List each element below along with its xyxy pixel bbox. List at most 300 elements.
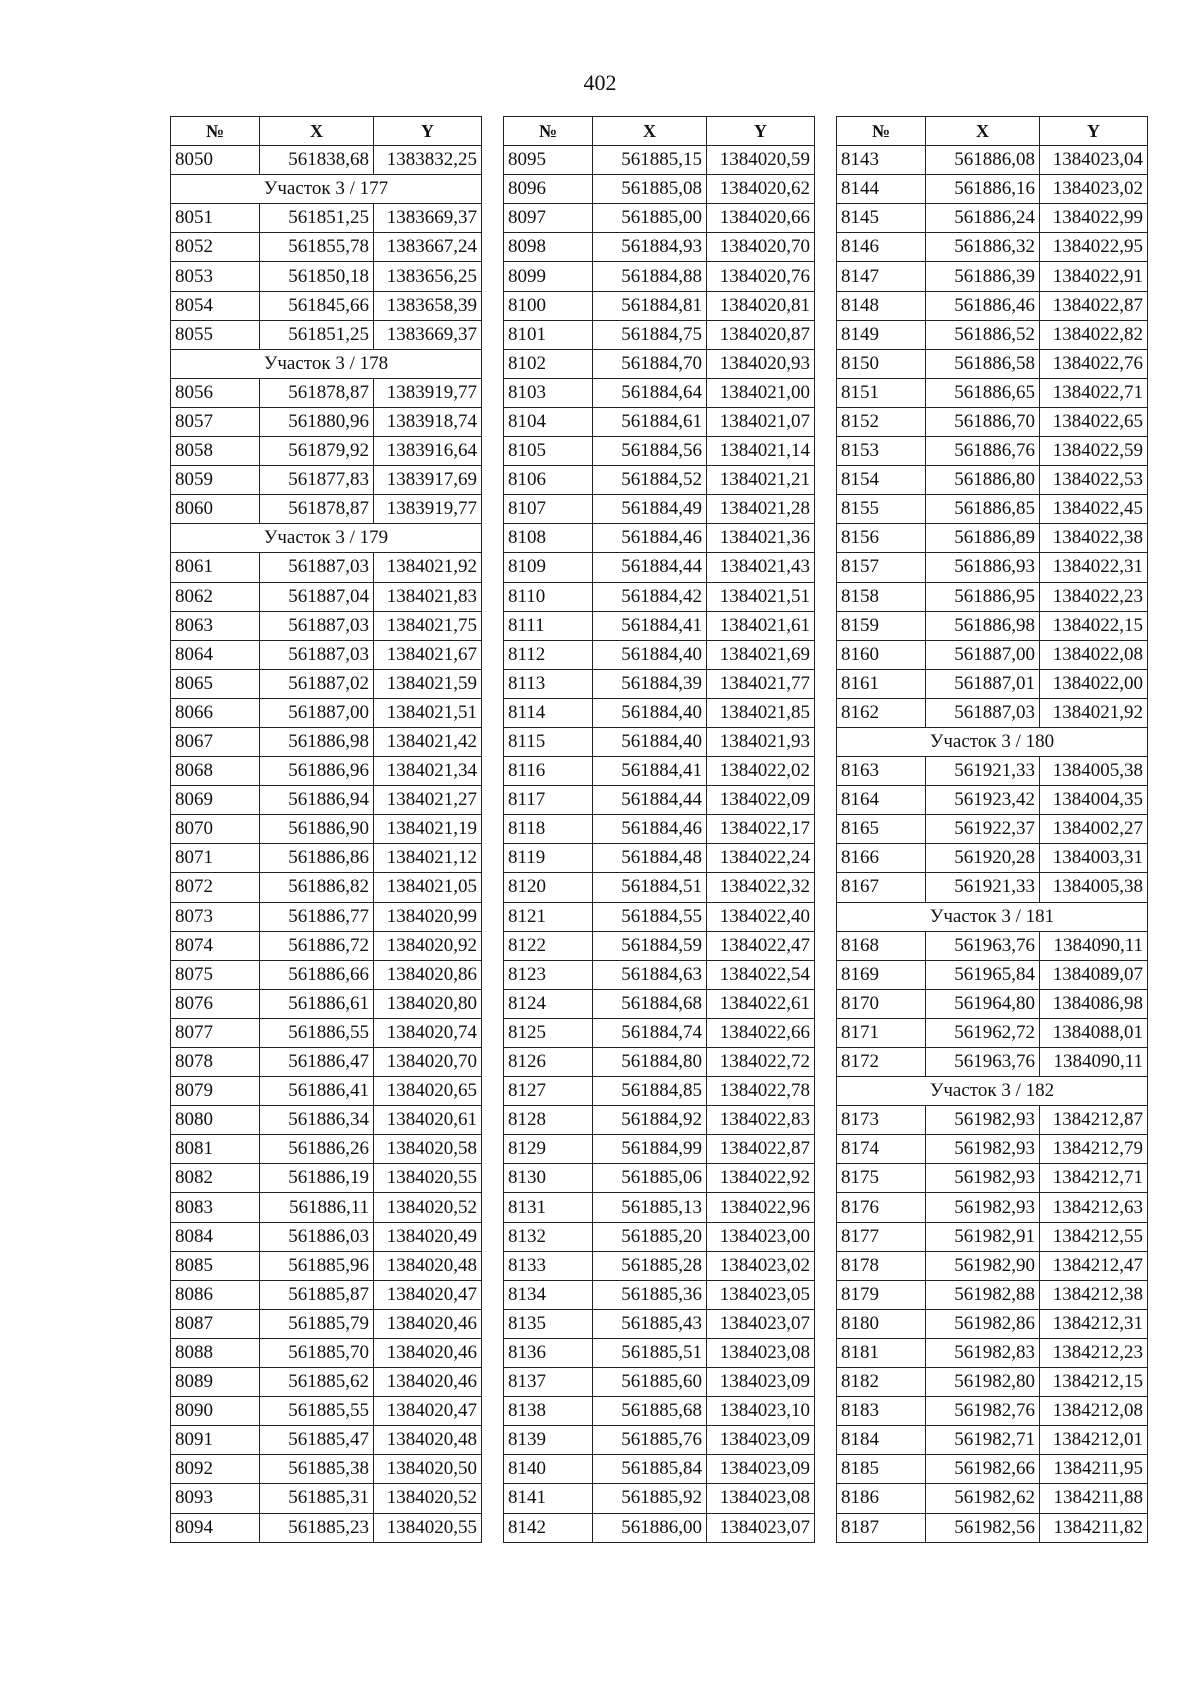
y-coordinate-cell: 1384212,47 [1040,1251,1148,1280]
x-coordinate-cell: 561885,84 [593,1455,707,1484]
table-row [171,1106,482,1135]
x-coordinate-cell: 561886,16 [926,175,1040,204]
table-row [171,640,482,669]
point-number-cell: 8120 [504,873,593,902]
y-coordinate-cell: 1383658,39 [374,291,482,320]
table-row [837,262,1148,291]
point-number-cell: 8066 [171,698,260,727]
y-coordinate-cell: 1384023,02 [707,1251,815,1280]
x-coordinate-cell: 561885,79 [260,1309,374,1338]
x-coordinate-cell: 561885,76 [593,1426,707,1455]
y-coordinate-cell: 1384022,96 [707,1193,815,1222]
section-row [171,349,482,378]
point-number-cell: 8126 [504,1048,593,1077]
point-number-cell: 8129 [504,1135,593,1164]
table-row [504,611,815,640]
y-coordinate-cell: 1384021,51 [707,582,815,611]
y-coordinate-cell: 1384020,93 [707,349,815,378]
x-coordinate-cell: 561887,03 [260,611,374,640]
x-coordinate-cell: 561884,75 [593,320,707,349]
table-row [837,1018,1148,1047]
y-coordinate-cell: 1384212,63 [1040,1193,1148,1222]
y-coordinate-cell: 1384212,38 [1040,1280,1148,1309]
table-row [504,1484,815,1513]
point-number-cell: 8116 [504,757,593,786]
y-coordinate-cell: 1384022,15 [1040,611,1148,640]
table-row [504,378,815,407]
point-number-cell: 8086 [171,1280,260,1309]
y-coordinate-cell: 1384022,45 [1040,495,1148,524]
y-coordinate-cell: 1384004,35 [1040,786,1148,815]
x-coordinate-cell: 561885,13 [593,1193,707,1222]
table-row [837,378,1148,407]
table-row [504,1309,815,1338]
table-row [171,873,482,902]
x-coordinate-cell: 561886,19 [260,1164,374,1193]
x-coordinate-cell: 561885,06 [593,1164,707,1193]
table-row [504,437,815,466]
x-coordinate-cell: 561884,40 [593,640,707,669]
point-number-cell: 8176 [837,1193,926,1222]
point-number-cell: 8155 [837,495,926,524]
x-coordinate-cell: 561884,55 [593,902,707,931]
point-number-cell: 8170 [837,989,926,1018]
point-number-cell: 8078 [171,1048,260,1077]
x-coordinate-cell: 561886,96 [260,757,374,786]
y-coordinate-cell: 1384020,59 [707,146,815,175]
x-coordinate-cell: 561886,00 [593,1513,707,1542]
table-row [171,204,482,233]
y-coordinate-cell: 1384022,71 [1040,378,1148,407]
table-row [504,640,815,669]
y-coordinate-cell: 1384212,71 [1040,1164,1148,1193]
table-row [171,1309,482,1338]
x-coordinate-cell: 561884,41 [593,611,707,640]
x-coordinate-cell: 561886,82 [260,873,374,902]
table-row [504,669,815,698]
y-coordinate-cell: 1384022,00 [1040,669,1148,698]
y-coordinate-cell: 1384022,47 [707,931,815,960]
table-row [837,698,1148,727]
y-coordinate-cell: 1384020,65 [374,1077,482,1106]
y-coordinate-cell: 1383669,37 [374,204,482,233]
y-coordinate-cell: 1384022,87 [1040,291,1148,320]
x-coordinate-cell: 561884,80 [593,1048,707,1077]
table-row [837,1368,1148,1397]
table-row [171,1048,482,1077]
x-coordinate-cell: 561982,56 [926,1513,1040,1542]
table-row [504,291,815,320]
point-number-cell: 8093 [171,1484,260,1513]
table-row [171,407,482,436]
table-row [171,1280,482,1309]
table-row [171,1222,482,1251]
point-number-cell: 8163 [837,757,926,786]
table-row [837,1164,1148,1193]
point-number-cell: 8172 [837,1048,926,1077]
y-coordinate-cell: 1384020,81 [707,291,815,320]
point-number-cell: 8102 [504,349,593,378]
y-coordinate-cell: 1384021,05 [374,873,482,902]
point-number-cell: 8118 [504,815,593,844]
x-coordinate-cell: 561884,68 [593,989,707,1018]
x-coordinate-cell: 561886,72 [260,931,374,960]
page-number: 402 [583,70,617,95]
x-coordinate-cell: 561887,01 [926,669,1040,698]
table-header-row [837,117,1148,146]
point-number-cell: 8098 [504,233,593,262]
header-num: № [171,117,260,146]
y-coordinate-cell: 1384021,51 [374,698,482,727]
point-number-cell: 8180 [837,1309,926,1338]
x-coordinate-cell: 561886,26 [260,1135,374,1164]
point-number-cell: 8162 [837,698,926,727]
y-coordinate-cell: 1384022,31 [1040,553,1148,582]
point-number-cell: 8184 [837,1426,926,1455]
x-coordinate-cell: 561982,88 [926,1280,1040,1309]
y-coordinate-cell: 1384022,72 [707,1048,815,1077]
x-coordinate-cell: 561884,46 [593,524,707,553]
y-coordinate-cell: 1384020,55 [374,1513,482,1542]
x-coordinate-cell: 561885,55 [260,1397,374,1426]
table-row [171,611,482,640]
table-row [171,902,482,931]
y-coordinate-cell: 1383918,74 [374,407,482,436]
coordinates-table-1 [170,116,482,1543]
point-number-cell: 8185 [837,1455,926,1484]
table-row [171,1077,482,1106]
point-number-cell: 8153 [837,437,926,466]
x-coordinate-cell: 561884,48 [593,844,707,873]
table-row [837,669,1148,698]
table-row [837,582,1148,611]
table-row [504,698,815,727]
table-row [504,1455,815,1484]
table-row [171,291,482,320]
y-coordinate-cell: 1384021,34 [374,757,482,786]
x-coordinate-cell: 561886,55 [260,1018,374,1047]
point-number-cell: 8150 [837,349,926,378]
table-row [837,204,1148,233]
y-coordinate-cell: 1384211,95 [1040,1455,1148,1484]
x-coordinate-cell: 561884,41 [593,757,707,786]
y-coordinate-cell: 1384021,92 [1040,698,1148,727]
x-coordinate-cell: 561884,51 [593,873,707,902]
y-coordinate-cell: 1384023,08 [707,1338,815,1367]
x-coordinate-cell: 561886,89 [926,524,1040,553]
x-coordinate-cell: 561982,83 [926,1338,1040,1367]
table-row [171,437,482,466]
y-coordinate-cell: 1384020,62 [707,175,815,204]
header-x: X [926,117,1040,146]
point-number-cell: 8096 [504,175,593,204]
table-row [171,262,482,291]
point-number-cell: 8051 [171,204,260,233]
y-coordinate-cell: 1384020,61 [374,1106,482,1135]
x-coordinate-cell: 561885,00 [593,204,707,233]
point-number-cell: 8168 [837,931,926,960]
table-row [171,844,482,873]
y-coordinate-cell: 1384020,86 [374,960,482,989]
y-coordinate-cell: 1384020,87 [707,320,815,349]
point-number-cell: 8077 [171,1018,260,1047]
point-number-cell: 8106 [504,466,593,495]
point-number-cell: 8073 [171,902,260,931]
point-number-cell: 8183 [837,1397,926,1426]
y-coordinate-cell: 1384212,08 [1040,1397,1148,1426]
table-row [837,1048,1148,1077]
table-row [504,1193,815,1222]
table-row [837,233,1148,262]
y-coordinate-cell: 1384020,74 [374,1018,482,1047]
x-coordinate-cell: 561884,70 [593,349,707,378]
point-number-cell: 8158 [837,582,926,611]
x-coordinate-cell: 561885,96 [260,1251,374,1280]
table-row [504,786,815,815]
table-row [504,495,815,524]
y-coordinate-cell: 1384020,47 [374,1280,482,1309]
y-coordinate-cell: 1384020,55 [374,1164,482,1193]
table-row [171,582,482,611]
x-coordinate-cell: 561964,80 [926,989,1040,1018]
y-coordinate-cell: 1384020,76 [707,262,815,291]
y-coordinate-cell: 1384021,92 [374,553,482,582]
y-coordinate-cell: 1384022,38 [1040,524,1148,553]
point-number-cell: 8123 [504,960,593,989]
table-row [504,175,815,204]
y-coordinate-cell: 1384022,65 [1040,407,1148,436]
table-row [171,727,482,756]
x-coordinate-cell: 561886,58 [926,349,1040,378]
coordinates-table-3 [836,116,1148,1543]
y-coordinate-cell: 1384023,08 [707,1484,815,1513]
coordinates-table-2 [503,116,815,1543]
point-number-cell: 8072 [171,873,260,902]
y-coordinate-cell: 1384021,14 [707,437,815,466]
y-coordinate-cell: 1384020,92 [374,931,482,960]
x-coordinate-cell: 561887,00 [926,640,1040,669]
point-number-cell: 8074 [171,931,260,960]
x-coordinate-cell: 561850,18 [260,262,374,291]
y-coordinate-cell: 1384020,46 [374,1338,482,1367]
point-number-cell: 8152 [837,407,926,436]
point-number-cell: 8071 [171,844,260,873]
x-coordinate-cell: 561982,90 [926,1251,1040,1280]
y-coordinate-cell: 1384021,67 [374,640,482,669]
y-coordinate-cell: 1384023,00 [707,1222,815,1251]
point-number-cell: 8127 [504,1077,593,1106]
table-row [504,1251,815,1280]
y-coordinate-cell: 1384022,24 [707,844,815,873]
table-row [171,146,482,175]
x-coordinate-cell: 561838,68 [260,146,374,175]
table-row [504,1397,815,1426]
point-number-cell: 8099 [504,262,593,291]
point-number-cell: 8110 [504,582,593,611]
y-coordinate-cell: 1384089,07 [1040,960,1148,989]
y-coordinate-cell: 1384212,79 [1040,1135,1148,1164]
x-coordinate-cell: 561886,85 [926,495,1040,524]
point-number-cell: 8064 [171,640,260,669]
point-number-cell: 8091 [171,1426,260,1455]
point-number-cell: 8125 [504,1018,593,1047]
x-coordinate-cell: 561885,23 [260,1513,374,1542]
x-coordinate-cell: 561886,65 [926,378,1040,407]
point-number-cell: 8053 [171,262,260,291]
point-number-cell: 8145 [837,204,926,233]
table-body [837,146,1148,1543]
table-row [837,553,1148,582]
y-coordinate-cell: 1384021,42 [374,727,482,756]
x-coordinate-cell: 561885,31 [260,1484,374,1513]
table-row [837,291,1148,320]
table-row [171,233,482,262]
point-number-cell: 8160 [837,640,926,669]
x-coordinate-cell: 561886,03 [260,1222,374,1251]
point-number-cell: 8059 [171,466,260,495]
table-row [837,495,1148,524]
y-coordinate-cell: 1384212,55 [1040,1222,1148,1251]
section-row [171,175,482,204]
point-number-cell: 8149 [837,320,926,349]
table-row [837,873,1148,902]
table-row [837,960,1148,989]
section-label: Участок 3 / 180 [837,727,1148,756]
point-number-cell: 8113 [504,669,593,698]
x-coordinate-cell: 561886,52 [926,320,1040,349]
y-coordinate-cell: 1384021,36 [707,524,815,553]
point-number-cell: 8114 [504,698,593,727]
table-body [171,146,482,1543]
table-row [837,1426,1148,1455]
x-coordinate-cell: 561886,93 [926,553,1040,582]
table-row [504,844,815,873]
y-coordinate-cell: 1384020,47 [374,1397,482,1426]
y-coordinate-cell: 1384021,69 [707,640,815,669]
point-number-cell: 8055 [171,320,260,349]
x-coordinate-cell: 561886,39 [926,262,1040,291]
x-coordinate-cell: 561884,40 [593,727,707,756]
x-coordinate-cell: 561887,00 [260,698,374,727]
table-row [171,698,482,727]
y-coordinate-cell: 1383669,37 [374,320,482,349]
table-row [171,1338,482,1367]
x-coordinate-cell: 561886,90 [260,815,374,844]
y-coordinate-cell: 1384005,38 [1040,757,1148,786]
table-row [504,553,815,582]
table-row [837,175,1148,204]
x-coordinate-cell: 561885,20 [593,1222,707,1251]
x-coordinate-cell: 561845,66 [260,291,374,320]
y-coordinate-cell: 1384021,83 [374,582,482,611]
x-coordinate-cell: 561887,02 [260,669,374,698]
table-row [837,1106,1148,1135]
point-number-cell: 8130 [504,1164,593,1193]
point-number-cell: 8088 [171,1338,260,1367]
x-coordinate-cell: 561982,93 [926,1193,1040,1222]
point-number-cell: 8156 [837,524,926,553]
y-coordinate-cell: 1384021,59 [374,669,482,698]
y-coordinate-cell: 1384021,85 [707,698,815,727]
point-number-cell: 8067 [171,727,260,756]
y-coordinate-cell: 1384020,46 [374,1368,482,1397]
x-coordinate-cell: 561982,71 [926,1426,1040,1455]
y-coordinate-cell: 1384021,43 [707,553,815,582]
table-row [837,1135,1148,1164]
y-coordinate-cell: 1383667,24 [374,233,482,262]
y-coordinate-cell: 1384023,04 [1040,146,1148,175]
table-row [837,1338,1148,1367]
x-coordinate-cell: 561885,15 [593,146,707,175]
x-coordinate-cell: 561884,74 [593,1018,707,1047]
x-coordinate-cell: 561886,11 [260,1193,374,1222]
x-coordinate-cell: 561884,81 [593,291,707,320]
x-coordinate-cell: 561884,56 [593,437,707,466]
table-row [837,931,1148,960]
point-number-cell: 8141 [504,1484,593,1513]
point-number-cell: 8111 [504,611,593,640]
section-label: Участок 3 / 181 [837,902,1148,931]
x-coordinate-cell: 561965,84 [926,960,1040,989]
table-row [171,1018,482,1047]
x-coordinate-cell: 561982,93 [926,1106,1040,1135]
table-row [837,466,1148,495]
y-coordinate-cell: 1384021,28 [707,495,815,524]
x-coordinate-cell: 561886,98 [926,611,1040,640]
x-coordinate-cell: 561884,99 [593,1135,707,1164]
table-row [504,757,815,786]
y-coordinate-cell: 1384002,27 [1040,815,1148,844]
x-coordinate-cell: 561884,49 [593,495,707,524]
point-number-cell: 8121 [504,902,593,931]
y-coordinate-cell: 1384023,05 [707,1280,815,1309]
point-number-cell: 8174 [837,1135,926,1164]
y-coordinate-cell: 1384020,99 [374,902,482,931]
point-number-cell: 8050 [171,146,260,175]
x-coordinate-cell: 561886,95 [926,582,1040,611]
table-row [504,989,815,1018]
x-coordinate-cell: 561885,08 [593,175,707,204]
point-number-cell: 8146 [837,233,926,262]
table-row [504,902,815,931]
point-number-cell: 8171 [837,1018,926,1047]
y-coordinate-cell: 1384020,46 [374,1309,482,1338]
header-num: № [837,117,926,146]
x-coordinate-cell: 561851,25 [260,320,374,349]
point-number-cell: 8154 [837,466,926,495]
y-coordinate-cell: 1384022,02 [707,757,815,786]
point-number-cell: 8058 [171,437,260,466]
header-y: Y [707,117,815,146]
table-row [837,1484,1148,1513]
y-coordinate-cell: 1384022,59 [1040,437,1148,466]
y-coordinate-cell: 1384020,70 [374,1048,482,1077]
point-number-cell: 8122 [504,931,593,960]
table-row [837,844,1148,873]
y-coordinate-cell: 1384023,09 [707,1455,815,1484]
y-coordinate-cell: 1384021,75 [374,611,482,640]
table-row [171,1455,482,1484]
x-coordinate-cell: 561884,88 [593,262,707,291]
table-row [837,989,1148,1018]
header-x: X [260,117,374,146]
y-coordinate-cell: 1384086,98 [1040,989,1148,1018]
table-row [171,1164,482,1193]
x-coordinate-cell: 561884,92 [593,1106,707,1135]
x-coordinate-cell: 561855,78 [260,233,374,262]
header-y: Y [374,117,482,146]
point-number-cell: 8119 [504,844,593,873]
